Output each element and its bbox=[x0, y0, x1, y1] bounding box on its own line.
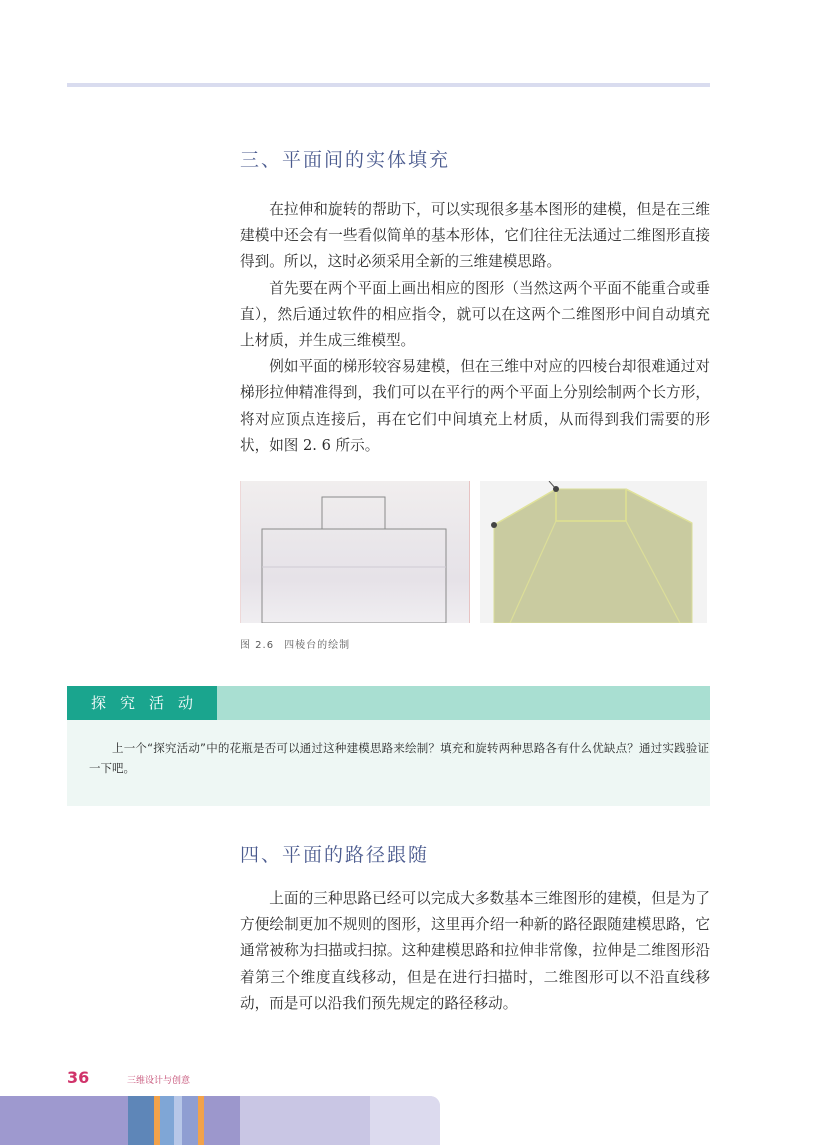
footer-decoration bbox=[0, 1096, 440, 1145]
activity-text bbox=[89, 738, 709, 778]
figure-frustum-model bbox=[480, 481, 707, 623]
paragraph: 在拉伸和旋转的帮助下，可以实现很多基本图形的建模，但是在三维建模中还会有一些看似简单的基本形体，它们往往无法通过二维图形直接得到。所以，这时必须采用全新的三维建模思路。 bbox=[240, 201, 710, 271]
section-heading-path-follow: 四、平面的路径跟随 bbox=[240, 844, 430, 866]
figure-caption-text: 四棱台的绘制 bbox=[284, 640, 351, 651]
frustum-drawing bbox=[480, 481, 707, 623]
figure-number: 图 2.6 bbox=[240, 640, 275, 651]
section-heading-solid-fill: 三、平面间的实体填充 bbox=[240, 149, 451, 171]
section-3-body bbox=[240, 197, 710, 459]
page-number: 36 bbox=[67, 1068, 90, 1087]
large-rectangle bbox=[262, 529, 446, 623]
section-4-body bbox=[240, 886, 710, 1017]
figure-sketch-rectangles bbox=[240, 481, 470, 623]
paragraph: 首先要在两个平面上画出相应的图形（当然这两个平面不能重合或垂直），然后通过软件的相应指令，就可以在这两个二维图形中间自动填充上材质，并生成三维模型。 bbox=[240, 279, 710, 350]
paragraph: 例如平面的梯形较容易建模，但在三维中对应的四棱台却很难通过对梯形拉伸精准得到，我们可以在平行的两个平面上分别绘制两个长方形，将对应顶点连接后，再在它们中间填充上材质，从而得到我们需要的形状，如图 2. 6 所示。 bbox=[240, 358, 710, 454]
header-rule bbox=[67, 83, 710, 87]
book-title: 三维设计与创意 bbox=[127, 1076, 191, 1086]
paragraph: 上面的三种思路已经可以完成大多数基本三维图形的建模，但是为了方便绘制更加不规则的图形，这里再介绍一种新的路径跟随建模思路，它通常被称为扫描或扫掠。这种建模思路和拉伸非常像，拉伸是二维图形沿着第三个维度直线移动，但是在进行扫描时，二维图形可以不沿直线移动，而是可以沿我们预先规定的路径移动。 bbox=[240, 890, 710, 1012]
figure-caption bbox=[240, 636, 350, 651]
activity-paragraph: 上一个“探究活动”中的花瓶是否可以通过这种建模思路来绘制？填充和旋转两种思路各有什么优缺点？通过实践验证一下吧。 bbox=[89, 741, 709, 775]
vertex-point bbox=[553, 486, 559, 492]
vertex-point bbox=[491, 522, 497, 528]
sketch-drawing bbox=[241, 481, 469, 623]
small-rectangle bbox=[322, 497, 385, 529]
frustum-face bbox=[494, 489, 692, 623]
activity-label: 探究活动 bbox=[67, 686, 217, 720]
